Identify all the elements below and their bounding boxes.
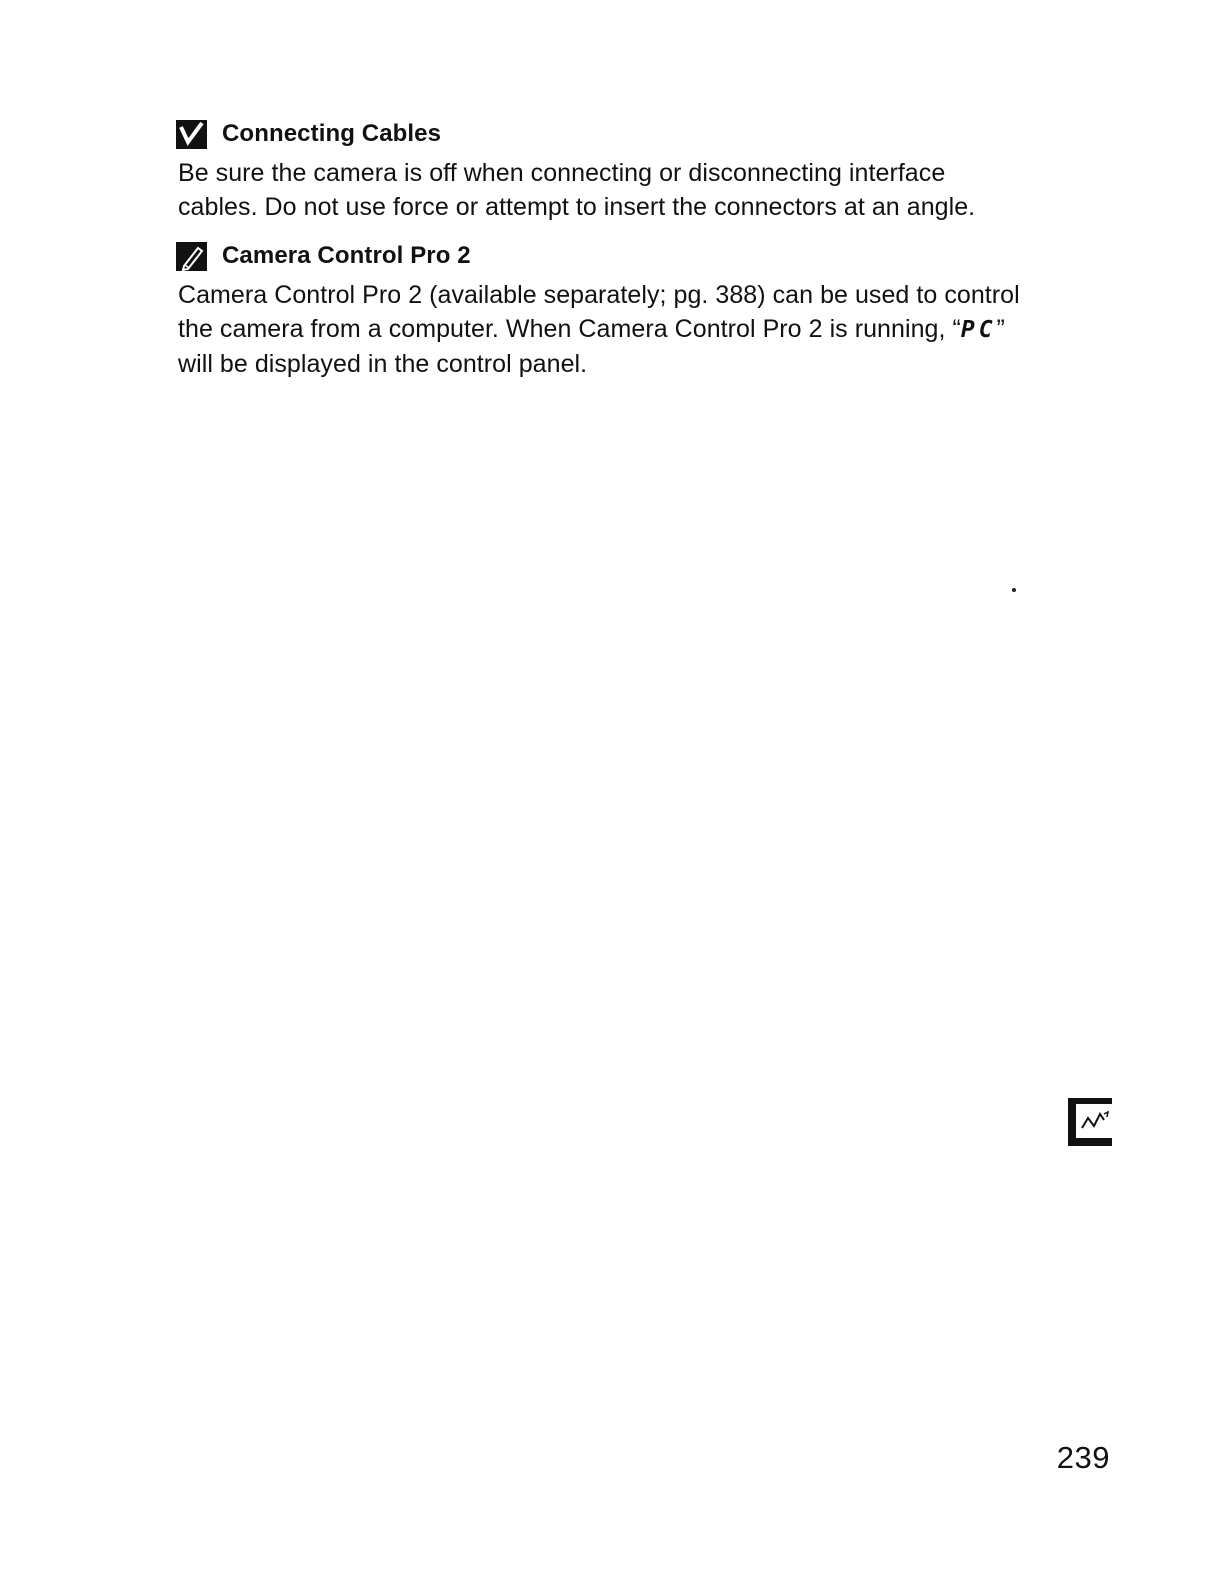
connections-tab-icon [1068,1098,1112,1146]
page-number: 239 [1056,1440,1110,1475]
note-title: Connecting Cables [222,120,442,147]
note-line: Camera Control Pro 2 (available separately; pg. 388) can be used to control [178,281,1020,309]
note-body [178,278,1056,381]
pencil-note-icon [176,242,207,271]
caution-check-icon [176,120,207,149]
note-line: cables. Do not use force or attempt to insert the connectors at an angle. [178,193,976,221]
scan-speck [1012,588,1016,592]
note-body [178,156,1056,224]
note-line-text: the camera from a computer. When Camera Control Pro 2 is running, “ [178,315,961,343]
tip-note-camera-control-pro [176,240,1056,381]
note-line [178,312,1056,347]
pc-display-indicator: PC [960,317,997,343]
note-line: will be displayed in the control panel. [178,350,588,378]
closing-quote: ” [996,315,1005,343]
note-line: Be sure the camera is off when connecting or disconnecting interface [178,159,946,187]
note-heading [176,118,1056,150]
note-heading [176,240,1056,272]
note-title: Camera Control Pro 2 [222,242,471,269]
caution-note-connecting-cables [176,118,1056,224]
